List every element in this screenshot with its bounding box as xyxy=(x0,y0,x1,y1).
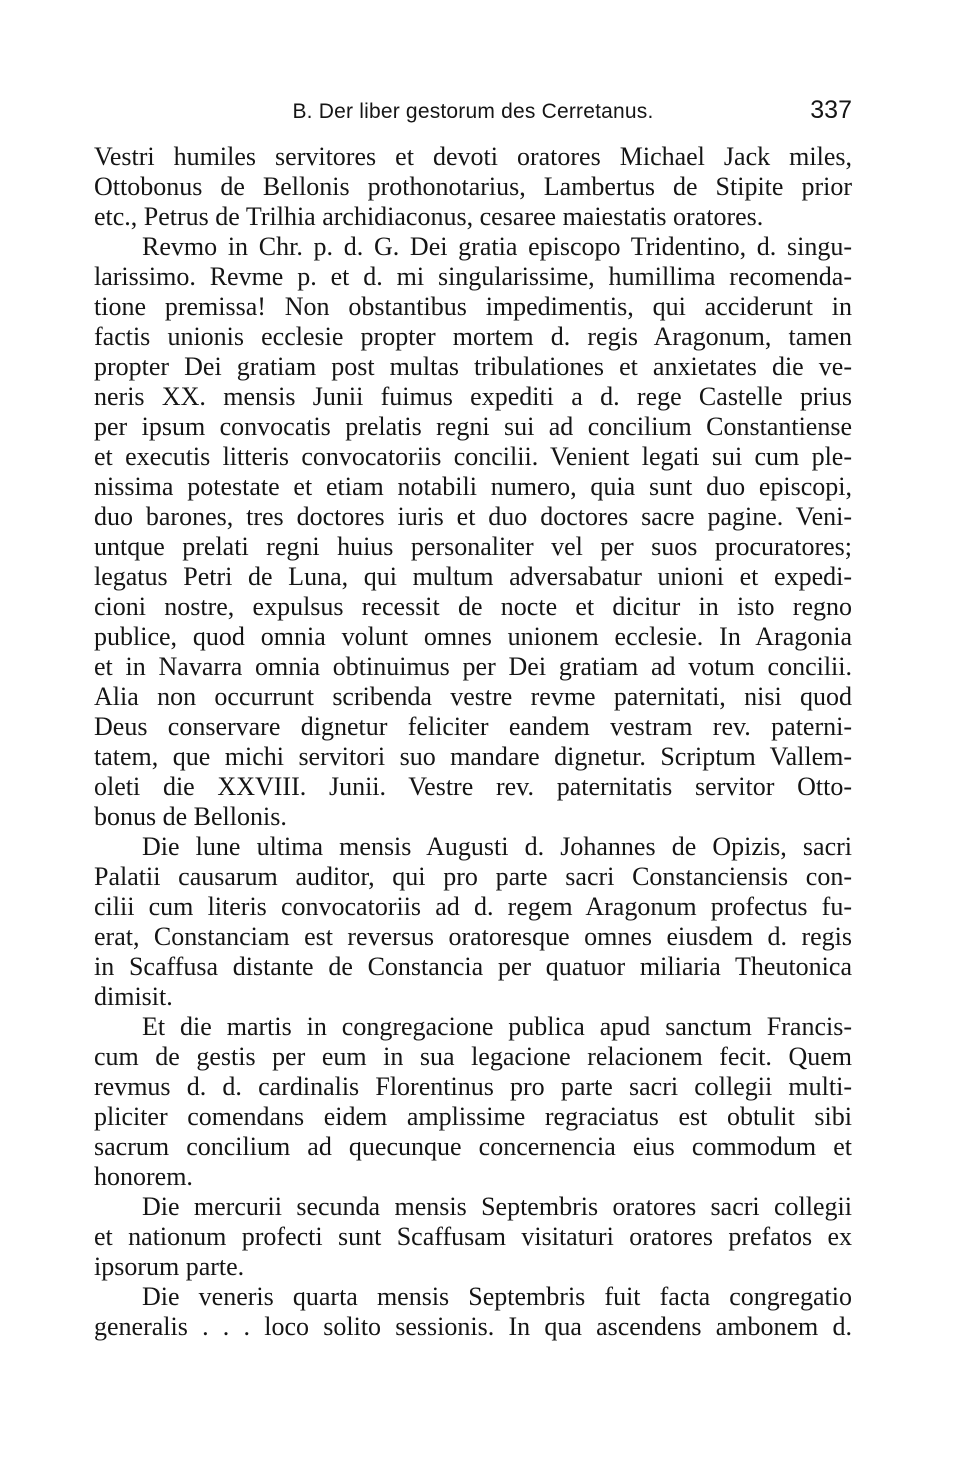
text-line: honorem. xyxy=(94,1162,193,1191)
text-line: in Scaffusa distante de Constancia per quatuor miliaria Theutonica xyxy=(94,952,852,981)
text-line: untque prelati regni huius personaliter vel per suos procuratores; xyxy=(94,532,852,561)
running-head xyxy=(94,96,852,130)
text-line: Alia non occurrunt scribenda vestre revme paternitati, nisi quod xyxy=(94,682,852,711)
text-line: erat, Constanciam est reversus oratoresque omnes eiusdem d. regis xyxy=(94,922,852,951)
text-line: dimisit. xyxy=(94,982,173,1011)
text-line: pliciter comendans eidem amplissime regraciatus est obtulit sibi xyxy=(94,1102,852,1131)
text-line: Deus conservare dignetur feliciter eandem vestram rev. paterni- xyxy=(94,712,852,741)
text-line: propter Dei gratiam post multas tribulationes et anxietates die ve- xyxy=(94,352,852,381)
text-line: Die mercurii secunda mensis Septembris oratores sacri collegii xyxy=(142,1192,852,1221)
text-line: Ottobonus de Bellonis prothonotarius, Lambertus de Stipite prior xyxy=(94,172,852,201)
text-line: tione premissa! Non obstantibus impedimentis, qui acciderunt in xyxy=(94,292,852,321)
running-title: B. Der liber gestorum des Cerretanus. xyxy=(292,100,654,123)
text-line: legatus Petri de Luna, qui multum adversabatur unioni et expedi- xyxy=(94,562,852,591)
body-text xyxy=(94,142,852,1342)
text-line: cilii cum literis convocatoriis ad d. regem Aragonum profectus fu- xyxy=(94,892,852,921)
text-line: Die veneris quarta mensis Septembris fuit facta congregatio xyxy=(142,1282,852,1311)
text-line: sacrum concilium ad quecunque concernencia eius commodum et xyxy=(94,1132,852,1161)
text-line: neris XX. mensis Junii fuimus expediti a d. rege Castelle prius xyxy=(94,382,852,411)
text-line: ipsorum parte. xyxy=(94,1252,245,1281)
text-line: bonus de Bellonis. xyxy=(94,802,287,831)
text-line: cioni nostre, expulsus recessit de nocte et dicitur in isto regno xyxy=(94,592,852,621)
text-line: Palatii causarum auditor, qui pro parte sacri Constanciensis con- xyxy=(94,862,852,891)
text-line: cum de gestis per eum in sua legacione relacionem fecit. Quem xyxy=(94,1042,852,1071)
text-line: Et die martis in congregacione publica apud sanctum Francis- xyxy=(142,1012,852,1041)
page-number: 337 xyxy=(810,96,852,124)
text-line: et executis litteris convocatoriis concilii. Venient legati sui cum ple- xyxy=(94,442,852,471)
text-line: Vestri humiles servitores et devoti oratores Michael Jack miles, xyxy=(94,142,852,171)
text-line: oleti die XXVIII. Junii. Vestre rev. paternitatis servitor Otto- xyxy=(94,772,852,801)
text-line: generalis . . . loco solito sessionis. In qua ascendens ambonem d. xyxy=(94,1312,852,1341)
text-line: Revmo in Chr. p. d. G. Dei gratia episcopo Tridentino, d. singu- xyxy=(142,232,852,261)
text-line: Die lune ultima mensis Augusti d. Johannes de Opizis, sacri xyxy=(142,832,852,861)
text-line: etc., Petrus de Trilhia archidiaconus, cesaree maiestatis oratores. xyxy=(94,202,764,231)
text-line: revmus d. d. cardinalis Florentinus pro parte sacri collegii multi- xyxy=(94,1072,852,1101)
text-line: publice, quod omnia volunt omnes unionem ecclesie. In Aragonia xyxy=(94,622,852,651)
text-line: et in Navarra omnia obtinuimus per Dei gratiam ad votum concilii. xyxy=(94,652,852,681)
text-line: factis unionis ecclesie propter mortem d. regis Aragonum, tamen xyxy=(94,322,852,351)
text-line: per ipsum convocatis prelatis regni sui ad concilium Constantiense xyxy=(94,412,852,441)
text-line: et nationum profecti sunt Scaffusam visitaturi oratores prefatos ex xyxy=(94,1222,852,1251)
text-line: larissimo. Revme p. et d. mi singularissime, humillima recomenda- xyxy=(94,262,852,291)
text-line: nissima potestate et etiam notabili numero, quia sunt duo episcopi, xyxy=(94,472,852,501)
text-line: tatem, que michi servitori suo mandare dignetur. Scriptum Vallem- xyxy=(94,742,852,771)
text-line: duo barones, tres doctores iuris et duo doctores sacre pagine. Veni- xyxy=(94,502,852,531)
